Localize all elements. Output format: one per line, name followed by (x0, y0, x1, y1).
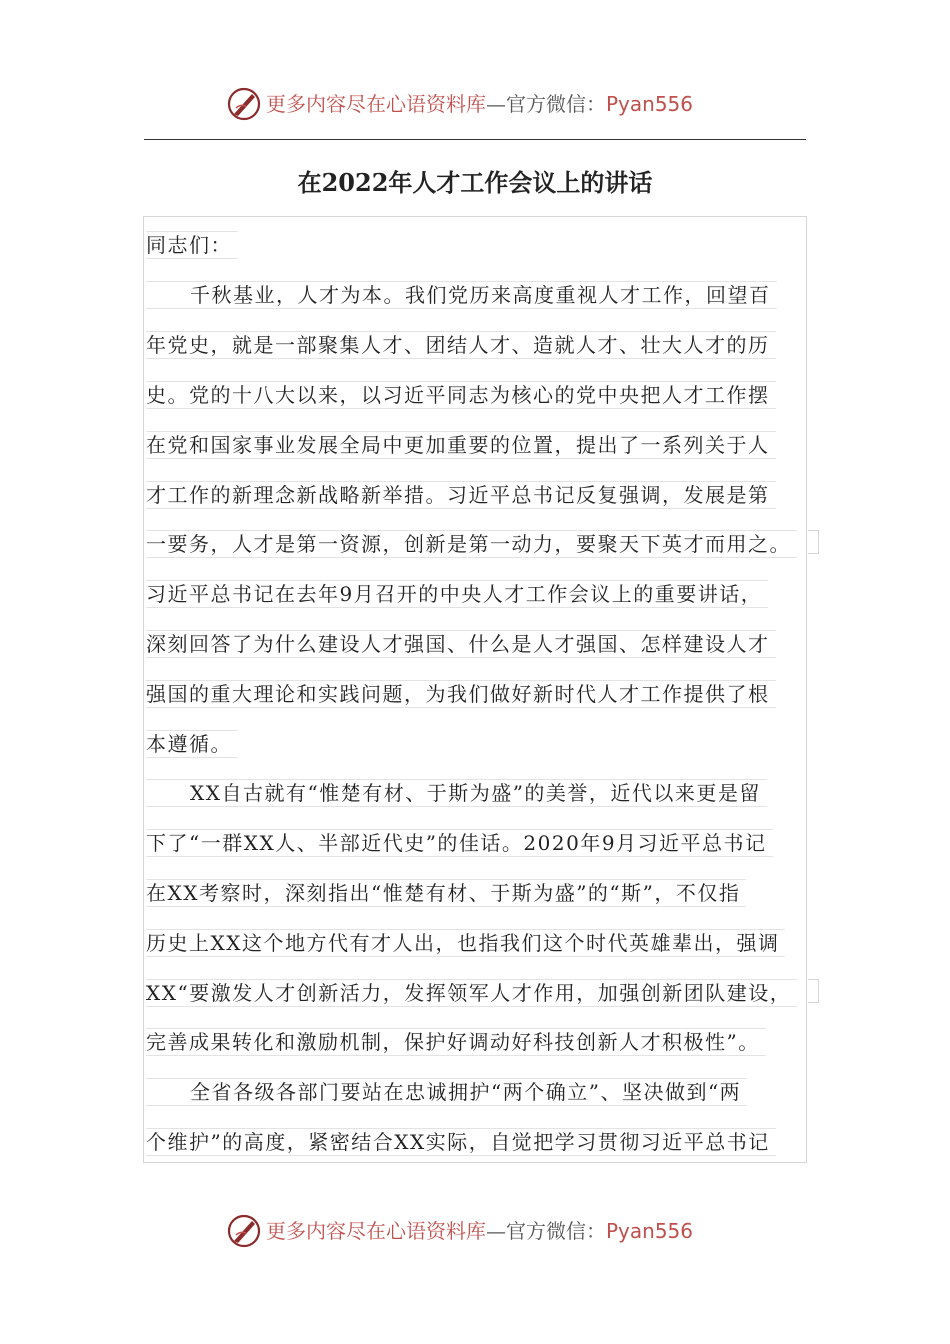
quill-logo-icon (226, 86, 262, 122)
watermark-part2: —官方微信： (486, 1219, 606, 1243)
watermark-wechat-id: Pyan556 (606, 92, 694, 116)
text-line: 本遵循。 (146, 730, 238, 758)
text-line: 个维护”的高度，紧密结合XX实际，自觉把学习贯彻习近平总书记 (146, 1128, 776, 1156)
quill-logo-icon (226, 1213, 262, 1249)
line-overflow-marker (808, 530, 819, 554)
text-line: 年党史，就是一部聚集人才、团结人才、造就人才、壮大人才的历 (146, 331, 776, 359)
text-line: 下了“一群XX人、半部近代史”的佳话。2020年9月习近平总书记 (146, 829, 773, 857)
watermark-banner-top (0, 84, 950, 124)
watermark-text (266, 91, 693, 117)
text-line: 深刻回答了为什么建设人才强国、什么是人才强国、怎样建设人才 (146, 630, 776, 658)
text-line: 一要务，人才是第一资源，创新是第一动力，要聚天下英才而用之。 (146, 530, 797, 558)
text-line: 在党和国家事业发展全局中更加重要的位置，提出了一系列关于人 (146, 431, 776, 459)
text-line: XX自古就有“惟楚有材、于斯为盛”的美誉，近代以来更是留 (146, 779, 767, 807)
text-line: 千秋基业，人才为本。我们党历来高度重视人才工作，回望百 (146, 281, 777, 309)
header-divider (144, 139, 806, 140)
watermark-part1: 更多内容尽在心语资料库 (266, 92, 486, 116)
watermark-text (266, 1218, 693, 1244)
watermark-part1: 更多内容尽在心语资料库 (266, 1219, 486, 1243)
text-line: 强国的重大理论和实践问题，为我们做好新时代人才工作提供了根 (146, 680, 776, 708)
text-line: 史。党的十八大以来，以习近平同志为核心的党中央把人才工作摆 (146, 381, 776, 409)
text-line: 习近平总书记在去年9月召开的中央人才工作会议上的重要讲话， (146, 580, 768, 608)
text-line: 完善成果转化和激励机制，保护好调动好科技创新人才积极性”。 (146, 1028, 766, 1056)
text-line: 历史上XX这个地方代有才人出，也指我们这个时代英雄辈出，强调 (146, 929, 785, 957)
watermark-wechat-id: Pyan556 (606, 1219, 694, 1243)
text-line: 在XX考察时，深刻指出“惟楚有材、于斯为盛”的“斯”，不仅指 (146, 879, 746, 907)
watermark-banner-bottom (0, 1211, 950, 1251)
text-line: 全省各级各部门要站在忠诚拥护“两个确立”、坚决做到“两 (146, 1078, 747, 1106)
text-line: 才工作的新理念新战略新举措。习近平总书记反复强调，发展是第 (146, 481, 776, 509)
line-overflow-marker (808, 979, 819, 1003)
text-line: 同志们： (146, 231, 238, 259)
text-line: XX“要激发人才创新活力，发挥领军人才作用，加强创新团队建设， (146, 979, 797, 1007)
document-title: 在2022年人才工作会议上的讲话 (297, 168, 653, 197)
watermark-part2: —官方微信： (486, 92, 606, 116)
